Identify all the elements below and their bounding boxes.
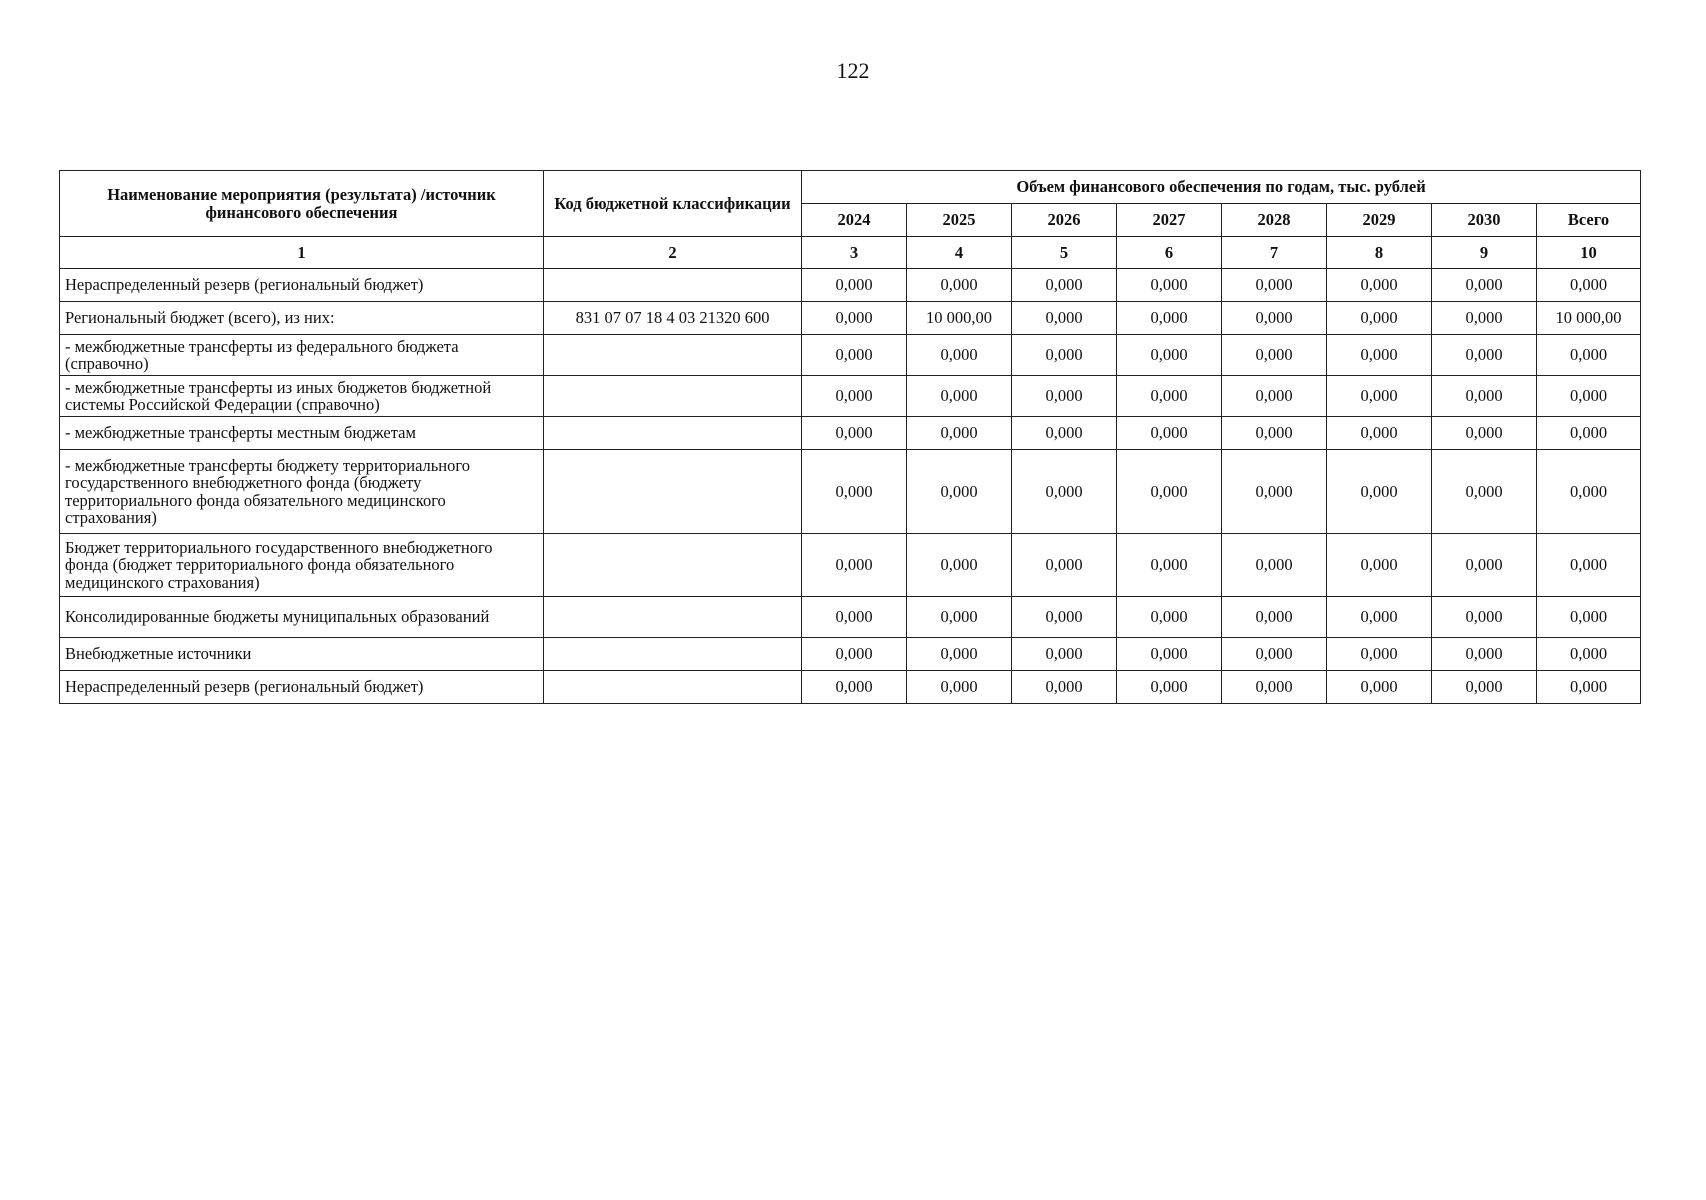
year-value: 0,000 — [1117, 638, 1222, 671]
row-total: 0,000 — [1537, 638, 1641, 671]
header-total: Всего — [1537, 204, 1641, 237]
year-value: 0,000 — [1432, 335, 1537, 376]
year-value: 0,000 — [1222, 302, 1327, 335]
year-value: 0,000 — [1432, 450, 1537, 534]
table-row — [60, 335, 1641, 376]
year-value: 0,000 — [802, 534, 907, 597]
year-value: 0,000 — [1327, 671, 1432, 704]
column-number: 8 — [1327, 237, 1432, 269]
row-name: Внебюджетные источники — [60, 638, 544, 671]
year-value: 0,000 — [1117, 597, 1222, 638]
header-year: 2029 — [1327, 204, 1432, 237]
year-value: 0,000 — [1327, 450, 1432, 534]
year-value: 0,000 — [802, 269, 907, 302]
row-name: - межбюджетные трансферты из иных бюджетов бюджетной системы Российской Федерации (справочно) — [60, 376, 544, 417]
row-name: Консолидированные бюджеты муниципальных образований — [60, 597, 544, 638]
table-row — [60, 597, 1641, 638]
year-value: 0,000 — [1432, 302, 1537, 335]
year-value: 0,000 — [1327, 534, 1432, 597]
year-value: 0,000 — [1222, 376, 1327, 417]
year-value: 0,000 — [907, 450, 1012, 534]
year-value: 0,000 — [907, 376, 1012, 417]
year-value: 0,000 — [1432, 534, 1537, 597]
column-number: 10 — [1537, 237, 1641, 269]
header-year: 2027 — [1117, 204, 1222, 237]
year-value: 0,000 — [1432, 269, 1537, 302]
year-value: 0,000 — [1117, 417, 1222, 450]
year-value: 0,000 — [802, 376, 907, 417]
year-value: 0,000 — [1012, 302, 1117, 335]
row-name: - межбюджетные трансферты местным бюджетам — [60, 417, 544, 450]
year-value: 0,000 — [1222, 671, 1327, 704]
row-name: Нераспределенный резерв (региональный бюджет) — [60, 269, 544, 302]
table-row — [60, 450, 1641, 534]
row-total: 0,000 — [1537, 450, 1641, 534]
header-name: Наименование мероприятия (результата) /источник финансового обеспечения — [60, 171, 544, 237]
year-value: 0,000 — [907, 671, 1012, 704]
column-number: 6 — [1117, 237, 1222, 269]
year-value: 0,000 — [1327, 597, 1432, 638]
budget-code — [544, 671, 802, 704]
year-value: 0,000 — [802, 638, 907, 671]
year-value: 0,000 — [802, 302, 907, 335]
budget-code — [544, 269, 802, 302]
year-value: 0,000 — [907, 269, 1012, 302]
column-number: 7 — [1222, 237, 1327, 269]
year-value: 0,000 — [1012, 450, 1117, 534]
year-value: 0,000 — [1117, 269, 1222, 302]
year-value: 0,000 — [1222, 269, 1327, 302]
row-total: 0,000 — [1537, 597, 1641, 638]
header-code: Код бюджетной классификации — [544, 171, 802, 237]
column-number: 2 — [544, 237, 802, 269]
year-value: 0,000 — [1432, 671, 1537, 704]
year-value: 0,000 — [1222, 534, 1327, 597]
year-value: 0,000 — [1012, 597, 1117, 638]
row-total: 0,000 — [1537, 335, 1641, 376]
year-value: 0,000 — [1432, 597, 1537, 638]
row-name: Региональный бюджет (всего), из них: — [60, 302, 544, 335]
budget-code — [544, 638, 802, 671]
year-value: 0,000 — [802, 450, 907, 534]
table-row — [60, 671, 1641, 704]
year-value: 0,000 — [1327, 302, 1432, 335]
row-name: Нераспределенный резерв (региональный бюджет) — [60, 671, 544, 704]
table-row — [60, 534, 1641, 597]
table-row — [60, 269, 1641, 302]
row-total: 0,000 — [1537, 671, 1641, 704]
column-number: 4 — [907, 237, 1012, 269]
year-value: 0,000 — [1432, 638, 1537, 671]
year-value: 0,000 — [1432, 417, 1537, 450]
row-name: - межбюджетные трансферты бюджету территориального государственного внебюджетного фонда (бюджету территориального фонда обязательного медицинского страхования) — [60, 450, 544, 534]
budget-code — [544, 335, 802, 376]
row-name: Бюджет территориального государственного внебюджетного фонда (бюджет территориального фонда обязательного медицинского страхования) — [60, 534, 544, 597]
row-total: 0,000 — [1537, 376, 1641, 417]
year-value: 0,000 — [1222, 450, 1327, 534]
budget-table — [59, 170, 1641, 704]
year-value: 0,000 — [907, 597, 1012, 638]
row-total: 0,000 — [1537, 534, 1641, 597]
year-value: 0,000 — [1117, 534, 1222, 597]
row-total: 10 000,00 — [1537, 302, 1641, 335]
year-value: 0,000 — [907, 335, 1012, 376]
year-value: 0,000 — [1222, 335, 1327, 376]
year-value: 0,000 — [1117, 335, 1222, 376]
row-name: - межбюджетные трансферты из федерального бюджета (справочно) — [60, 335, 544, 376]
header-year: 2024 — [802, 204, 907, 237]
budget-code — [544, 597, 802, 638]
year-value: 0,000 — [1117, 450, 1222, 534]
year-value: 0,000 — [1012, 417, 1117, 450]
year-value: 0,000 — [1222, 638, 1327, 671]
header-year: 2030 — [1432, 204, 1537, 237]
year-value: 0,000 — [907, 638, 1012, 671]
budget-code — [544, 534, 802, 597]
header-volume: Объем финансового обеспечения по годам, тыс. рублей — [802, 171, 1641, 204]
year-value: 0,000 — [1117, 671, 1222, 704]
year-value: 0,000 — [802, 671, 907, 704]
year-value: 0,000 — [802, 417, 907, 450]
year-value: 0,000 — [1327, 335, 1432, 376]
year-value: 0,000 — [802, 335, 907, 376]
year-value: 0,000 — [1222, 417, 1327, 450]
column-number: 5 — [1012, 237, 1117, 269]
year-value: 0,000 — [1117, 376, 1222, 417]
row-total: 0,000 — [1537, 417, 1641, 450]
year-value: 0,000 — [1117, 302, 1222, 335]
year-value: 0,000 — [1222, 597, 1327, 638]
year-value: 0,000 — [1012, 335, 1117, 376]
header-year: 2026 — [1012, 204, 1117, 237]
year-value: 10 000,00 — [907, 302, 1012, 335]
year-value: 0,000 — [1327, 638, 1432, 671]
year-value: 0,000 — [907, 534, 1012, 597]
year-value: 0,000 — [1327, 417, 1432, 450]
year-value: 0,000 — [1012, 269, 1117, 302]
row-total: 0,000 — [1537, 269, 1641, 302]
table-row — [60, 417, 1641, 450]
year-value: 0,000 — [1432, 376, 1537, 417]
year-value: 0,000 — [1012, 671, 1117, 704]
budget-code — [544, 450, 802, 534]
year-value: 0,000 — [907, 417, 1012, 450]
year-value: 0,000 — [1012, 534, 1117, 597]
year-value: 0,000 — [1327, 376, 1432, 417]
column-number: 9 — [1432, 237, 1537, 269]
year-value: 0,000 — [1327, 269, 1432, 302]
budget-code — [544, 417, 802, 450]
year-value: 0,000 — [1012, 376, 1117, 417]
column-number: 1 — [60, 237, 544, 269]
budget-code — [544, 376, 802, 417]
column-number: 3 — [802, 237, 907, 269]
table-row — [60, 376, 1641, 417]
page-number: 122 — [836, 58, 870, 83]
year-value: 0,000 — [802, 597, 907, 638]
year-value: 0,000 — [1012, 638, 1117, 671]
header-year: 2025 — [907, 204, 1012, 237]
table-row — [60, 638, 1641, 671]
table-row — [60, 302, 1641, 335]
header-year: 2028 — [1222, 204, 1327, 237]
budget-code: 831 07 07 18 4 03 21320 600 — [544, 302, 802, 335]
